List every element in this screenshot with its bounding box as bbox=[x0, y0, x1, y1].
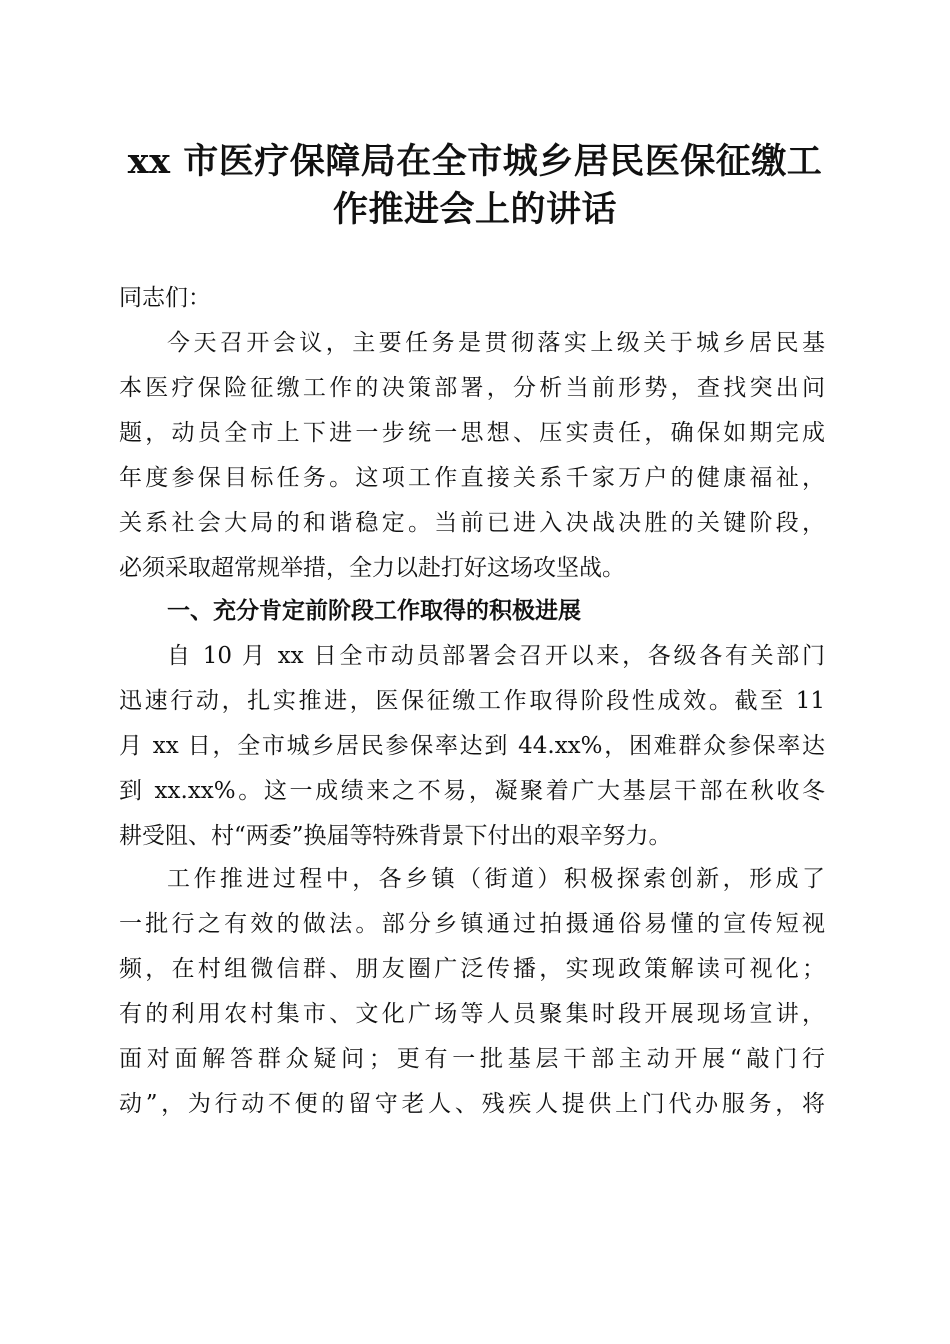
title-line-2: 作推进会上的讲话 bbox=[332, 189, 617, 230]
document-title bbox=[100, 138, 850, 234]
section-heading-1: 一、充分肯定前阶段工作取得的积极进展 bbox=[167, 598, 581, 624]
paragraph-line: 一批行之有效的做法。部分乡镇通过拍摄通俗易懂的宣传短视 bbox=[119, 911, 825, 937]
paragraph-line: 到 xx.xx%。这一成绩来之不易，凝聚着广大基层干部在秋收冬 bbox=[119, 778, 825, 804]
paragraph-2 bbox=[119, 634, 825, 859]
paragraph-3 bbox=[119, 857, 825, 1127]
paragraph-line: 动”，为行动不便的留守老人、残疾人提供上门代办服务，将 bbox=[119, 1091, 825, 1117]
title-line-1: xx 市医疗保障局在全市城乡居民医保征缴工 bbox=[127, 141, 823, 182]
paragraph-line: 迅速行动，扎实推进，医保征缴工作取得阶段性成效。截至 11 bbox=[119, 688, 825, 714]
paragraph-line: 月 xx 日，全市城乡居民参保率达到 44.xx%，困难群众参保率达 bbox=[119, 733, 825, 759]
paragraph-line: 年度参保目标任务。这项工作直接关系千家万户的健康福祉， bbox=[119, 465, 825, 491]
paragraph-line: 频，在村组微信群、朋友圈广泛传播，实现政策解读可视化； bbox=[119, 956, 825, 982]
paragraph-1 bbox=[119, 321, 825, 591]
paragraph-line: 题，动员全市上下进一步统一思想、压实责任，确保如期完成 bbox=[119, 420, 825, 446]
paragraph-line: 今天召开会议，主要任务是贯彻落实上级关于城乡居民基 bbox=[167, 330, 825, 356]
paragraph-line: 有的利用农村集市、文化广场等人员聚集时段开展现场宣讲， bbox=[119, 1001, 825, 1027]
paragraph-line: 工作推进过程中，各乡镇（街道）积极探索创新，形成了 bbox=[167, 866, 825, 892]
salutation: 同志们： bbox=[119, 285, 211, 311]
paragraph-line: 本医疗保险征缴工作的决策部署，分析当前形势，查找突出问 bbox=[119, 375, 825, 401]
paragraph-line: 自 10 月 xx 日全市动员部署会召开以来，各级各有关部门 bbox=[167, 643, 825, 669]
paragraph-line: 耕受阻、村“两委”换届等特殊背景下付出的艰辛努力。 bbox=[119, 823, 672, 849]
paragraph-line: 必须采取超常规举措，全力以赴打好这场攻坚战。 bbox=[119, 555, 625, 581]
paragraph-line: 关系社会大局的和谐稳定。当前已进入决战决胜的关键阶段， bbox=[119, 510, 825, 536]
paragraph-line: 面对面解答群众疑问；更有一批基层干部主动开展“敲门行 bbox=[119, 1046, 825, 1072]
